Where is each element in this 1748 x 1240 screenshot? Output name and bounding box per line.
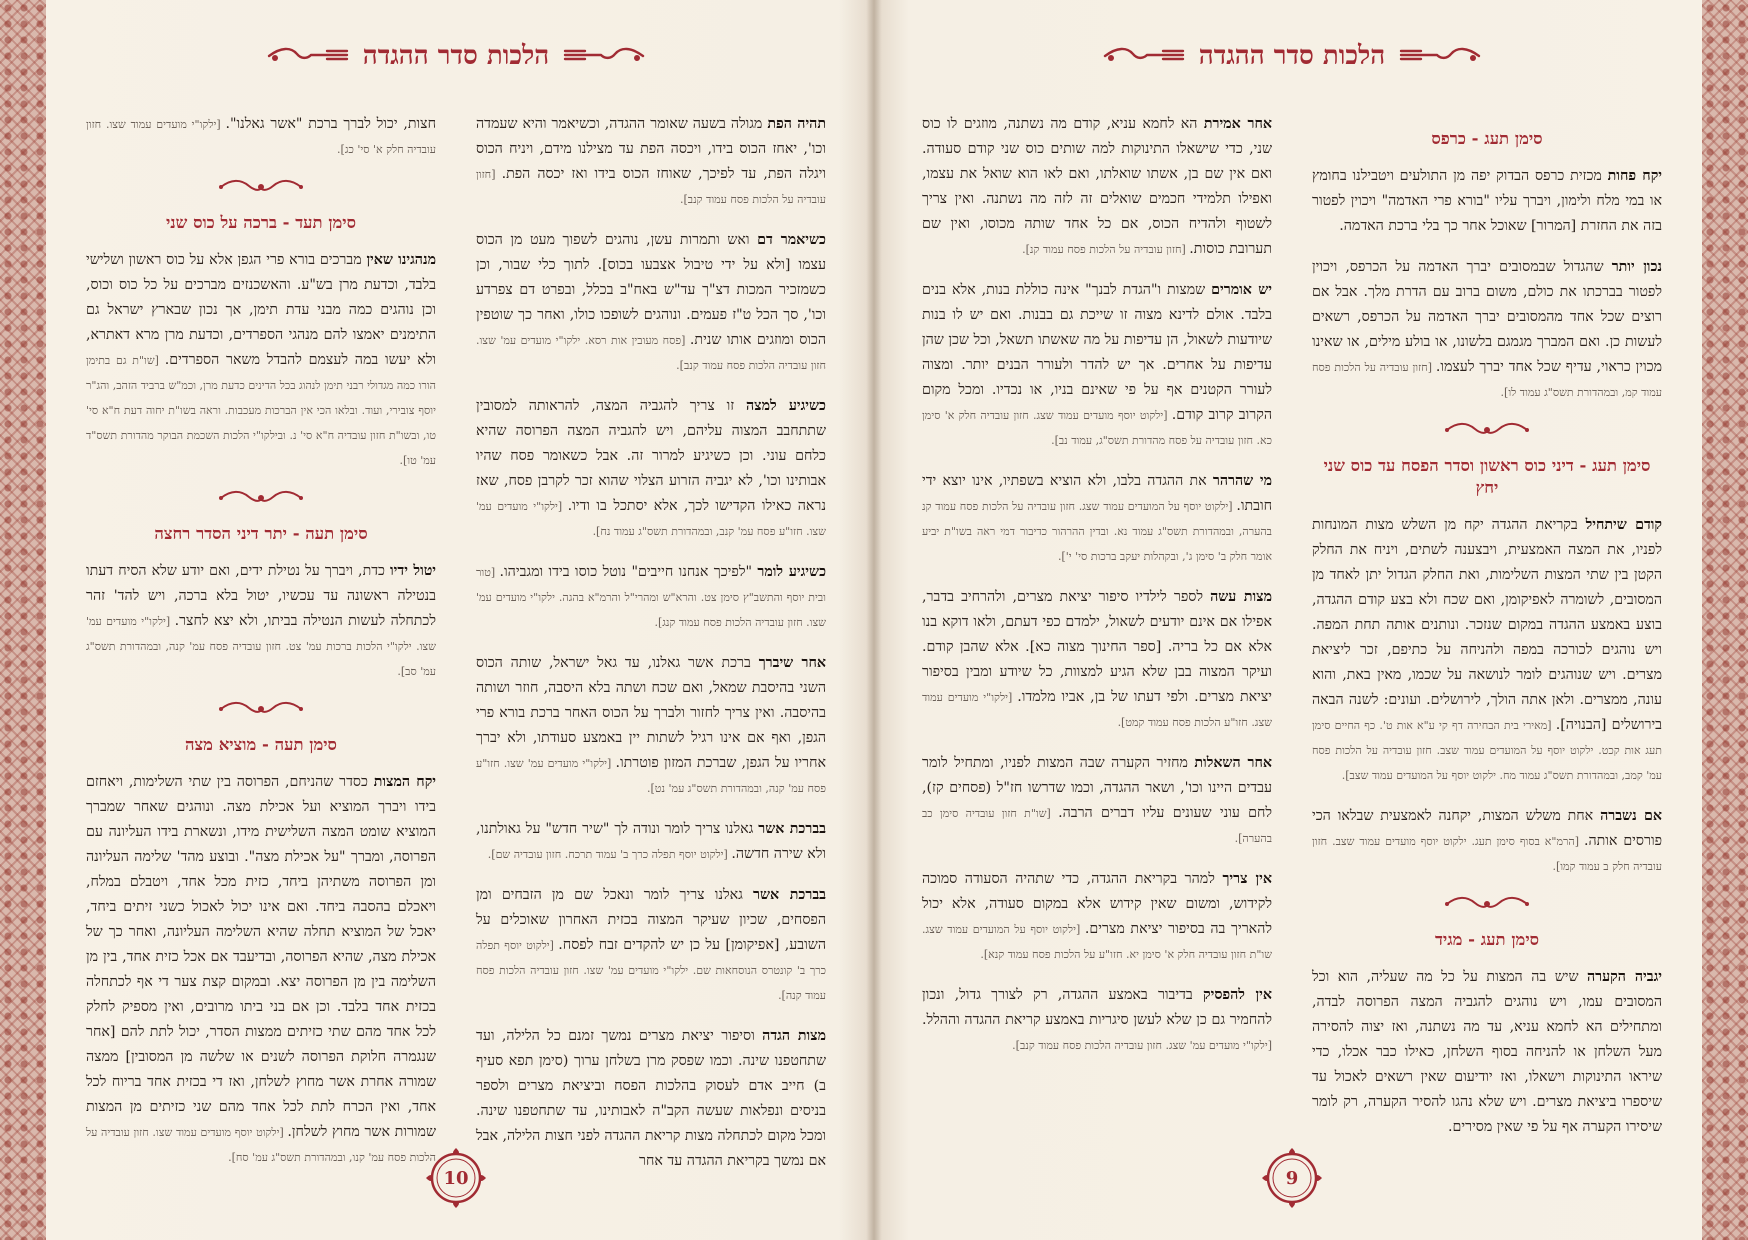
book-spine — [866, 0, 882, 1240]
paragraph-source: [טור ובית יוסף והתשב"ץ סימן צט. והרא"ש ומהרי"ל והרמ"א בהגה. ילקו"י מועדים עמ' שצו. חזון עובדיה הלכות פסח עמוד קנג]. — [476, 566, 826, 629]
page-title: הלכות סדר ההגדה — [362, 41, 550, 71]
section-title: סימן תעג - מגיד — [1434, 930, 1540, 949]
paragraph-source: [ילקו"י מועדים עמוד שצג. חזו"ע הלכות פסח עמוד קמט]. — [922, 691, 1272, 729]
paragraph — [86, 248, 436, 473]
paragraph-source: [ילקו"י מועדים עמ' שצג. חזון עובדיה הלכות פסח עמוד קנב]. — [1012, 1039, 1272, 1052]
paragraph-text: גאלנו צריך לומר ונודה לך "שיר חדש" על גאולתנו, ולא שירה חדשה. — [476, 821, 826, 862]
right-page — [882, 0, 1702, 1240]
section-title: סימן תעג - דיני כוס ראשון וסדר הפסח עד כוס שני יחץ — [1323, 456, 1651, 497]
paragraph-text: מכזית כרפס הבדוק יפה מן התולעים ויטבילנו בחומץ או במי מלח ולימון, ויברך עליו "בורא פרי האדמה" ויכוין לפטור בזה את החזרת [המרור] שאוכל אחר כך בלי ברכת האדמה. — [1312, 168, 1662, 234]
paragraph — [922, 867, 1272, 967]
paragraph-source: [ילקוט יוסף מועדים עמוד שצו. חזון עובדיה על הלכות פסח עמ' קנו, ובמהדורת תשס"ג עמ' סח]. — [86, 1126, 436, 1164]
paragraph — [476, 817, 826, 867]
paragraph — [1312, 804, 1662, 879]
paragraph — [922, 112, 1272, 262]
paragraph — [86, 559, 436, 684]
paragraph-text: שיש בה המצות על כל מה שעליה, הוא וכל המסובים עמו, ויש נוהגים להגביה המצה הפרוסה לבדה, ומתחילים הא לחמא עניא, עד מה נשתנה, ואז יצוה להסירה מעל השלחן או להניחה בסוף השלחן, כאילו כבר אכלו, כדי שיראו התינוקות וישאלו, ואז יודיעום שאין רשאים לאכול עד שיספרו ביציאת מצרים. ויש שלא נהגו להסיר הקערה, רק לומר שיסירו הקערה אף על פי שאין מסירים. — [1312, 969, 1662, 1135]
section-title: סימן תעה - מוציא מצה — [185, 735, 337, 754]
paragraph-lead: קודם שיתחיל — [1585, 517, 1662, 533]
paragraph-lead: אחר שיברך — [758, 655, 826, 671]
paragraph-lead: נכון יותר — [1611, 259, 1662, 275]
paragraph-text: בדיבור באמצע ההגדה, רק לצורך גדול, ונכון להחמיר גם כן שלא לעשן סיגריות באמצע קריאת ההגדה וההלל. — [922, 987, 1272, 1028]
text-column-left — [922, 112, 1272, 1140]
flourish-left-icon — [267, 45, 349, 67]
paragraph — [476, 883, 826, 1008]
paragraph-lead: מצות הגדה — [762, 1028, 826, 1044]
ornament-divider-icon — [215, 489, 307, 507]
paragraph-lead: אין צריך — [1222, 871, 1272, 887]
page-number: 10 — [443, 1167, 469, 1189]
paragraph-lead: כשיגיע לומר — [757, 564, 827, 580]
paragraph — [476, 394, 826, 544]
paragraph-text: לספר לילדיו סיפור יציאת מצרים, ולהרחיב בדבר, אפילו אם אינם יודעים לשאול, ילמדם כפי דעתם, ולאו דוקא בנו אלא אם כל בריה. [ספר החינוך מצוה כא]. אלא שהבן קודם. ועיקר המצוה בבן שלא הגיע למצוות, כל שיודע ומבין בסיפור יציאת מצרים. ולפי דעתו של בן, אביו מלמדו. — [922, 589, 1272, 705]
paragraph-lead: מי שהרהר — [1212, 473, 1272, 489]
paragraph-source: [ילקוט יוסף תפלה כרך ב' עמוד תרכח. חזון עובדיה שם]. — [487, 848, 732, 861]
page-title: הלכות סדר ההגדה — [1198, 41, 1386, 71]
paragraph-source: [חזון עובדיה על הלכות פסח עמוד קמ, ובמהדורת תשס"ג עמוד לו]. — [1312, 361, 1662, 399]
paragraph-lead: יגביה הקערה — [1587, 969, 1662, 985]
paragraph-text: למהר בקריאת ההגדה, כדי שתהיה הסעודה סמוכה לקידוש, ומשום שאין קידוש אלא במקום סעודה, אלא יכול להאריך בה בסיפור יציאת מצרים. — [922, 871, 1272, 937]
paragraph-text: הא לחמא עניא, קודם מה נשתנה, מוזגים לו כוס שני, כדי שישאלו התינוקות למה שותים כוס שני קודם סעודה. ואם אין שם בן, אשתו שואלתו, ואם לאו הוא שואל את עצמו, ואפילו תלמידי חכמים שואלים זה לזה מה נשתנה. ואין צריך לשטוף ולהדיח הכוס, אם כל אחד שותה מכוסו, ואין שם תערובת כוסות. — [922, 116, 1272, 257]
paragraph-text: חצות, יכול לברך ברכת "אשר גאלנו". — [225, 116, 436, 132]
paragraph-source: [מאירי בית הבחירה דף קי ע"א אות ט'. כף החיים סימן תעג אות קכט. ילקוט יוסף על המועדים עמוד שצב. חזון עובדיה על הלכות פסח עמ' קמב, ובמהדורת תשס"ג עמוד מח. ילקוט יוסף על המועדים עמוד שצב]. — [1312, 719, 1662, 782]
paragraph-source: [ילקוט יוסף תפלה כרך ב' קונטרס הנוסחאות שם. ילקו"י מועדים עמ' שצו. חזון עובדיה הלכות פסח עמוד קנה]. — [476, 939, 826, 1002]
paragraph-source: [ילקוט יוסף מועדים עמוד שצג. חזון עובדיה חלק א' סימן כא. חזון עובדיה על פסח מהדורת תשס"ג, עמוד נב]. — [922, 409, 1272, 447]
paragraph-lead: מנהגינו שאין — [366, 252, 436, 268]
text-column-right — [1312, 112, 1662, 1140]
paragraph-lead: מצות עשה — [1210, 589, 1272, 605]
paragraph-text: מחזיר הקערה שבה המצות לפניו, ומתחיל לומר עבדים היינו וכו', ושאר ההגדה, וכמו שדרשו חז"ל (פסחים קז), לחם עוני שעונים עליו דברים הרבה. — [922, 755, 1272, 821]
paragraph — [1312, 513, 1662, 788]
paragraph-text: שמצות ו"הגדת לבנך" אינה כוללת בנות, אלא בנים בלבד. אולם לדינא מצוה זו שייכת גם בבנות. ואם יש לו בנות שיודעות לשאול, הן עדיפות על מה שאשתו תשאל, וכל שכן שהן עדיפות על אחרים. אך יש להדר ולעורר הבנים יותר. ומצוה לעורר הקטנים אף על פי שאינם בניו, או נכדיו. ומכל מקום הקרוב קרוב קודם. — [922, 282, 1272, 423]
flourish-left-icon — [1103, 45, 1185, 67]
paragraph — [476, 651, 826, 801]
paragraph — [1312, 965, 1662, 1140]
paragraph-source: [פסח מעובין אות רסא. ילקו"י מועדים עמ' שצו. חזון עובדיה הלכות פסח עמוד קנב]. — [476, 334, 826, 372]
page-header — [46, 36, 866, 76]
paragraph-source: [שו"ת חזון עובדיה סימן כב בהערה]. — [922, 807, 1272, 845]
paragraph-lead: כשיגיע למצה — [745, 398, 826, 414]
page-number: 9 — [1285, 1167, 1299, 1189]
paragraph — [476, 560, 826, 635]
paragraph-lead: כשיאמר דם — [757, 232, 826, 248]
paragraph-lead: יקח המצות — [373, 774, 437, 790]
paragraph-source: [שו"ת גם בתימן הורו כמה מגדולי רבני תימן לנהוג בכל הדינים כדעת מרן, וכמ"ש ברביד הזהב, והג"ר יוסף צובירי, ועוד. ובלאו הכי אין הברכות מעכבות. וראה בשו"ת יחוה דעת ח"א סי' טו, ובשו"ת חזון עובדיה ח"א סי' נ. ובילקו"י הלכות השכמת הבוקר מהדורת תשס"ד עמ' טו]. — [86, 354, 436, 467]
section-title: סימן תעה - יתר דיני הסדר רחצה — [154, 524, 368, 543]
paragraph — [922, 278, 1272, 453]
paragraph-source: [ילקוט יוסף על המועדים עמוד שצג. שו"ת חזון עובדיה חלק א' סימן יא. חזו"ע על הלכות פסח עמוד קנא]. — [922, 923, 1272, 961]
flourish-right-icon — [1399, 45, 1481, 67]
paragraph-text: את ההגדה בלבו, ולא הוציא בשפתיו, אינו יוצא ידי חובתו. — [922, 473, 1272, 514]
paragraph-text: "לפיכך אנחנו חייבים" נוטל כוסו בידו ומגביהו. — [499, 564, 758, 580]
paragraph-lead: יש אומרים — [1211, 282, 1272, 298]
paragraph-text: כסדר שהניחם, הפרוסה בין שתי השלימות, ויאחזם בידו ויברך המוציא ועל אכילת מצה. ונוהגים שאחר שמברך המוציא שומט המצה השלישית מידו, ונשארת בידו העליונה עם הפרוסה, ומברך "על אכילת מצה". ובוצע מהד' שלימה העליונה ומן הפרוסה משתיהן ביחד, כזית מכל אחד, ויטבלם במלח, ויאכלם בהסבה ביחד. ואם אינו יכול לאכול כשני זיתים ביחד, יאכל של המוציא תחלה שהיא השלימה העליונה, ואחר כך של אכילת מצה, שהיא הפרוסה, ובדיעבד אם אכל כזית אחד, בין מן השלימה בין מן הפרוסה יצא. ובמקום קצת צער די אף לכתחלה בכזית אחד בלבד. וכן אם בני ביתו מרובים, ואין מספיק לחלק לכל אחד מהם שתי כזיתים ממצות הסדר, יכול לתת להם [אחר שנגמרה חלוקת הפרוסה לשנים או שלשה מן המסובין] ממצה שמורה אחרת אשר מחוץ לשלחן, ואז די בכזית אחד בריוח לכל אחד, ואין הכרח לתת לכל אחד מהם שני כזיתים מן המצות שמורות אשר מחוץ לשלחן. — [86, 774, 437, 1140]
paragraph-text: כדת, ויברך על נטילת ידים, ואם יודע שלא הסיח דעתו בנטילה ראשונה עד עכשיו, יטול בלא ברכה, ויש להד' זהר לכתחלה לעשות הנטילה בביתו, ולא יצא לחצר. — [86, 563, 436, 629]
paragraph — [476, 228, 826, 378]
paragraph-text: ואש ותמרות עשן, נוהגים לשפוך מעט מן הכוס עצמו [ולא על ידי טיבול אצבעו בכוס]. לתוך כלי שבור, וכן כשמזכיר המכות דצ"ך עד"ש באח"ב בכלל, ובפרט דם צפרדע וכו', סך הכל ט"ז פעמים. ונוהגים לשופכו כולו, ואחר כך שוטפין הכוס ומוזגים אותו שנית. — [476, 232, 826, 348]
right-ornamental-border — [1702, 0, 1748, 1240]
paragraph — [922, 751, 1272, 851]
paragraph — [86, 112, 436, 162]
paragraph — [922, 585, 1272, 735]
paragraph — [476, 112, 826, 212]
ornament-divider-icon — [215, 700, 307, 718]
paragraph — [1312, 164, 1662, 239]
ornament-divider-icon — [215, 178, 307, 196]
page-number-badge — [424, 1146, 488, 1210]
paragraph — [1312, 255, 1662, 405]
paragraph-source: [ילקו"י מועדים עמוד שצו. חזון עובדיה חלק א' סי' כג]. — [86, 118, 436, 156]
paragraph-source: [ילקו"י מועדים עמ' שצו. חזו"ע פסח עמ' קנה, ובמהדורת תשס"ג עמ' נט]. — [476, 757, 826, 795]
page-number-badge — [1260, 1146, 1324, 1210]
left-page — [46, 0, 866, 1240]
flourish-right-icon — [563, 45, 645, 67]
paragraph-lead: אחר השאלות — [1194, 755, 1272, 771]
paragraph-lead: אחר אמירת — [1203, 116, 1272, 132]
paragraph-text: מברכים בורא פרי הגפן אלא על כוס ראשון ושלישי בלבד, וכדעת מרן בש"ע. והאשכנזים מברכים על כל כוס וכוס, וכן נוהגים כמה מבני עדת תימן, אך נכון שבארץ ישראל גם התימנים יאמצו להם מנהגי הספרדים, וכדעת מרן מרא דאתרא, ולא יעשו במה לעצמם להבדל משאר הספרדים. — [86, 252, 437, 368]
left-ornamental-border — [0, 0, 46, 1240]
paragraph-lead: בברכת אשר — [758, 821, 826, 837]
text-column-right — [476, 112, 827, 1169]
paragraph-text: זו צריך להגביה המצה, להראותה למסובין שתתחבב המצוה עליהם, ויש להגביה המצה הפרוסה שהיא כלחם עוני. וכן כשיגיע למרור זה. אבל כשאומר פסח שהיו אבותינו וכו', לא יגביה הזרוע הצלוי שהוא זכר לקרבן פסח, שאז נראה כאילו הקדישו לכך, אלא יסתכל בו ודיו. — [476, 398, 826, 514]
paragraph-source: [הרמ"א בסוף סימן תעג. ילקוט יוסף מועדים עמוד שצב. חזון עובדיה חלק ב עמוד קמו]. — [1312, 835, 1662, 873]
paragraph — [86, 770, 436, 1170]
paragraph-text: אחת משלש המצות, יקחנה לאמצעית שבלאו הכי פורסים אותה. — [1312, 808, 1663, 849]
paragraph — [476, 1024, 826, 1174]
text-column-left — [86, 112, 437, 1164]
ornament-divider-icon — [1441, 421, 1533, 439]
paragraph-source: [חזון עובדיה על הלכות פסח עמוד קנב]. — [476, 168, 826, 206]
section-title: סימן תעד - ברכה על כוס שני — [165, 213, 357, 232]
paragraph-lead: אין להפסיק — [1203, 987, 1272, 1003]
page-header — [882, 36, 1702, 76]
paragraph-text: ברכת אשר גאלנו, עד גאל ישראל, שותה הכוס השני בהיסבת שמאל, ואם שכח ושתה בלא היסבה, חוזר ושותה בהיסבה. ואין צריך לחזור ולברך על הכוס האחר ברכת בורא פרי הגפן, ואף אם אינו רגיל לשתות יין באמצע סעודתו, ולא יברך אחריו על הגפן, שברכת המזון פוטרתו. — [476, 655, 826, 771]
paragraph-source: [ילקוט יוסף על המועדים עמוד שצג. חזון עובדיה על הלכות פסח עמוד קנ בהערה, ובמהדורת תשס"ג עמוד נא. ובדין ההרהור כדיבור דמי ראה בשו"ת יביע אומר חלק ב' סימן ג', ובקהלות יעקב ברכות סי' י']. — [922, 500, 1272, 563]
paragraph-lead: תהיה הפת — [767, 116, 826, 132]
paragraph-lead: אם נשברה — [1600, 808, 1663, 824]
paragraph-text: גאלנו צריך לומר ונאכל שם מן הזבחים ומן הפסחים, שכיון שעיקר המצוה בכזית האחרון שאוכלים על השובע, [אפיקומן] על כן יש להקדים זבח לפסח. — [476, 887, 826, 953]
paragraph-lead: יקח פחות — [1607, 168, 1663, 184]
paragraph-source: [ילקו"י מועדים עמ' שצו. ילקו"י הלכות ברכות עמ' צט. חזון עובדיה פסח עמ' קנה, ובמהדורת תשס"ג עמ' סב]. — [86, 615, 436, 678]
paragraph-text: וסיפור יציאת מצרים נמשך זמנם כל הלילה, ועד שתחטפנו שינה. וכמו שפסק מרן בשלחן ערוך (סימן תפא סעיף ב) חייב אדם לעסוק בהלכות הפסח וביציאת מצרים ולספר בניסים ונפלאות שעשה הקב"ה לאבותינו, עד שתחטפנו שינה. ומכל מקום לכתחלה מצות קריאת ההגדה לפני חצות הלילה, אבל אם נמשך בקריאת ההגדה עד אחר — [476, 1028, 826, 1169]
ornament-divider-icon — [1441, 895, 1533, 913]
paragraph — [922, 469, 1272, 569]
paragraph-lead: יטול ידיו — [390, 563, 436, 579]
paragraph-text: שהגדול שבמסובים יברך האדמה על הכרפס, ויכוין לפטור בברכתו את כולם, משום ברוב עם הדרת מלך. אבל אם רוצים שכל אחד מהמסובים יברך האדמה על הכרפס, רשאים לעשות כן. ואם המברך מגמגם בלשונו, או בולע מילים, או שאינו מכוין כראוי, עדיף שכל אחד יברך לעצמו. — [1312, 259, 1662, 375]
paragraph-text: מגולה בשעה שאומר ההגדה, וכשיאמר והיא שעמדה וכו', יאחז הכוס בידו, ויכסה הפת עד מצילנו מידם, ויניח הכוס ויגלה הפת, עד לפיכך, שאוחז הכוס בידו ואז יכסה הפת. — [476, 116, 826, 182]
paragraph-text: בקריאת ההגדה יקח מן השלש מצות המונחות לפניו, את המצה האמצעית, ויבצענה לשתים, ויניח את החלק הקטן בין שתי המצות השלימות, ואת החלק הגדול יתן לאחד מן המסובים, לשומרה לאפיקומן, ואם שכח ולא בצע קודם ההגדה, בוצע באמצע ההגדה במקום שנזכר. ונותנים אותה תחת המפה. ויש נוהגים לכורכה במפה ולהניחה על כתיפם, זכר ליציאת מצרים. ויש שנוהגים לומר לנושאה על שכמו, מאין באת, והוא עונה, ממצרים. ולאן אתה הולך, לירושלים. ועונים: לשנה הבאה בירושלים [הבנויה]. — [1312, 517, 1663, 733]
paragraph-lead: בברכת אשר — [753, 887, 826, 903]
paragraph-source: [חזון עובדיה על הלכות פסח עמוד קנ]. — [1022, 243, 1190, 256]
paragraph-source: [ילקו"י מועדים עמ' שצו. חזו"ע פסח עמ' קנב, ובמהדורת תשס"ג עמוד נח]. — [476, 500, 826, 538]
paragraph — [922, 983, 1272, 1058]
section-title: סימן תעג - כרפס — [1431, 129, 1543, 148]
